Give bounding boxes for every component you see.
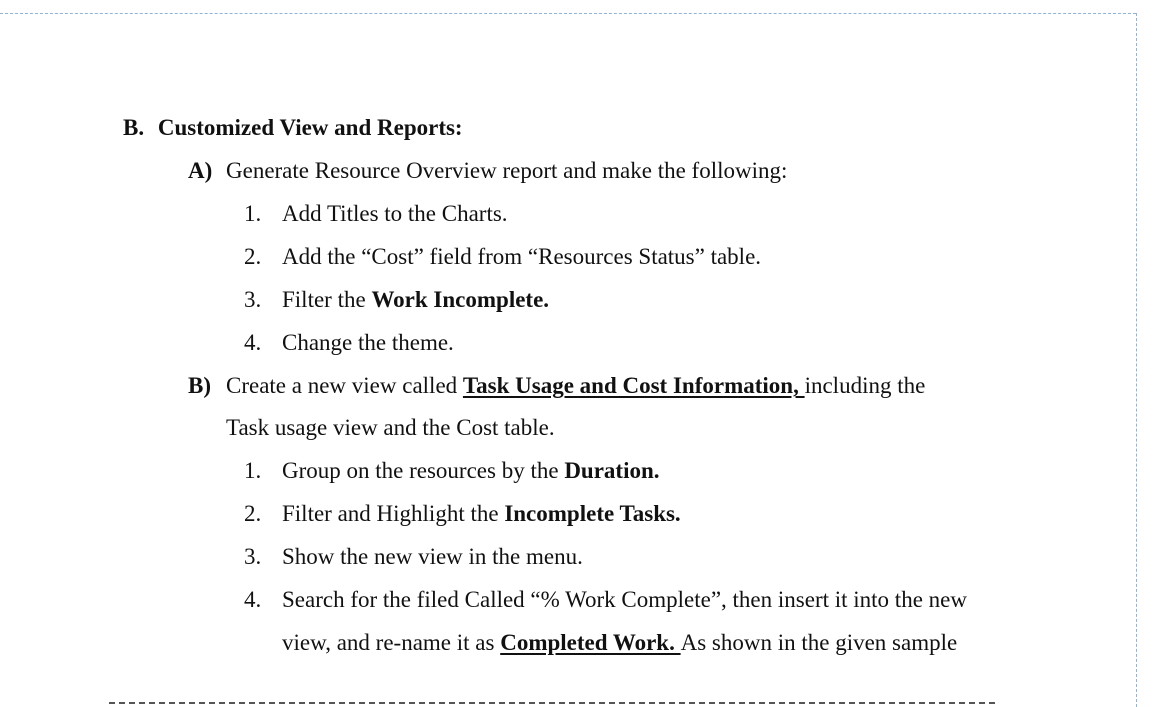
list-item-text [282, 286, 549, 314]
part-a-item-1 [244, 200, 508, 228]
bottom-separator [109, 702, 995, 704]
view-name-underlined: Task Usage and Cost Information, [462, 373, 805, 398]
part-b-text [226, 372, 925, 400]
page-border-right [1136, 13, 1137, 707]
part-b-continuation-text: Task usage view and the Cost table. [226, 415, 555, 440]
list-item-text-bold: Incomplete Tasks. [504, 501, 681, 526]
section-heading [123, 114, 463, 142]
list-item-text [282, 457, 660, 485]
part-b-item-1 [244, 457, 660, 485]
list-number: 3. [244, 287, 262, 312]
part-b-item-4 [244, 586, 967, 614]
part-a-marker: A) [188, 158, 213, 183]
completed-work-underlined: Completed Work. [500, 630, 681, 655]
list-item-text-after: As shown in the given sample [680, 630, 958, 655]
part-b-heading [188, 372, 926, 400]
list-item-text: Change the theme. [282, 330, 454, 355]
part-b-text-plain: Create a new view called [226, 373, 463, 398]
list-item-text: Add the “Cost” field from “Resources Status” table. [282, 244, 762, 269]
list-number: 2. [244, 244, 262, 269]
list-item-text-bold: Duration. [564, 458, 660, 483]
section-title: Customized View and Reports: [157, 115, 463, 140]
part-b-item-2 [244, 500, 681, 528]
part-a-text: Generate Resource Overview report and make the following: [226, 158, 788, 183]
list-number: 4. [244, 330, 262, 355]
list-item-text: Search for the filed Called “% Work Complete”, then insert it into the new [282, 587, 967, 612]
list-item-text: Show the new view in the menu. [282, 544, 583, 569]
part-a-item-2 [244, 243, 762, 271]
list-item-text-plain: view, and re-name it as [282, 630, 501, 655]
list-number: 4. [244, 587, 262, 612]
list-item-text-plain: Filter and Highlight the [282, 501, 505, 526]
list-number: 1. [244, 201, 262, 226]
part-b-item-3 [244, 543, 583, 571]
list-number: 2. [244, 501, 262, 526]
part-b-item-4-continuation [282, 629, 957, 657]
part-a-item-3 [244, 286, 550, 314]
part-b-marker: B) [188, 373, 211, 398]
part-a-heading [188, 157, 788, 185]
list-item-text-plain: Group on the resources by the [282, 458, 565, 483]
list-number: 1. [244, 458, 262, 483]
list-item-text-plain: Filter the [282, 287, 372, 312]
part-b-text-after: including the [804, 373, 926, 398]
part-a-item-4 [244, 329, 454, 357]
list-item-text: Add Titles to the Charts. [282, 201, 508, 226]
section-marker: B. [123, 115, 145, 140]
list-item-text [282, 500, 681, 528]
list-number: 3. [244, 544, 262, 569]
page-border-top [0, 13, 1136, 14]
list-item-text-bold: Work Incomplete. [371, 287, 550, 312]
part-b-continuation [226, 414, 555, 442]
